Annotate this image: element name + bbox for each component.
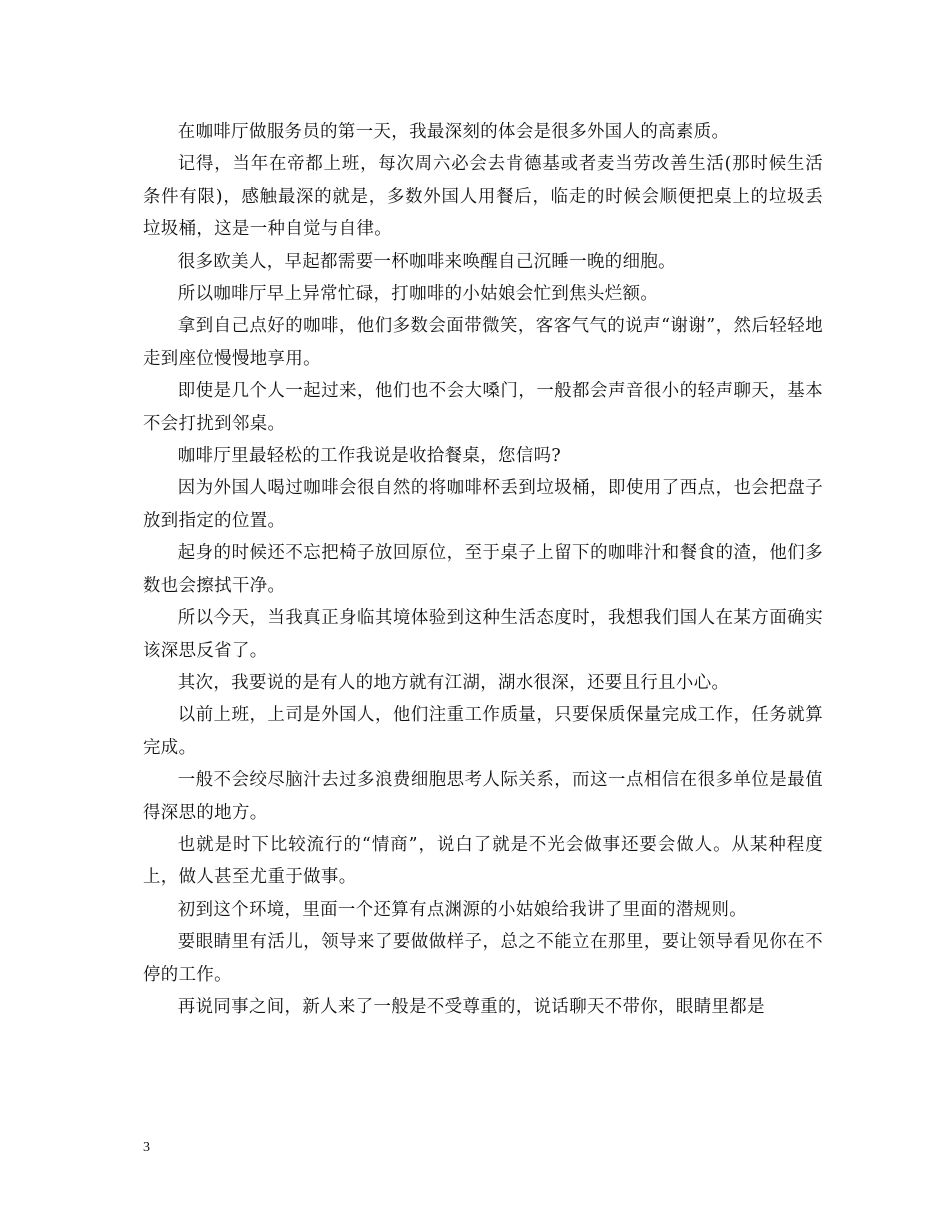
paragraph: 因为外国人喝过咖啡会很自然的将咖啡杯丢到垃圾桶，即使用了西点，也会把盘子放到指定的位置。 [143, 478, 823, 531]
paragraph: 初到这个环境，里面一个还算有点渊源的小姑娘给我讲了里面的潜规则。 [177, 899, 748, 920]
paragraph: 也就是时下比较流行的“情商”，说白了就是不光会做事还要会做人。从某种程度上，做人甚至尤重于做事。 [143, 834, 823, 888]
paragraph: 所以咖啡厅早上异常忙碌，打咖啡的小姑娘会忙到焦头烂额。 [177, 284, 659, 305]
document-body [143, 116, 823, 1023]
paragraph: 在咖啡厅做服务员的第一天，我最深刻的体会是很多外国人的高素质。 [177, 122, 730, 142]
paragraph: 以前上班，上司是外国人，他们注重工作质量，只要保质保量完成工作，任务就算完成。 [143, 705, 823, 758]
paragraph: 所以今天，当我真正身临其境体验到这种生活态度时，我想我们国人在某方面确实该深思反省了。 [143, 608, 823, 661]
paragraph: 其次，我要说的是有人的地方就有江湖，湖水很深，还要且行且小心。 [177, 672, 730, 693]
paragraph: 拿到自己点好的咖啡，他们多数会面带微笑，客客气气的说声“谢谢”，然后轻轻地走到座位慢慢地享用。 [143, 316, 823, 369]
paragraph: 起身的时候还不忘把椅子放回原位，至于桌子上留下的咖啡汁和餐食的渣，他们多数也会擦拭干净。 [143, 543, 823, 596]
paragraph: 即使是几个人一起过来，他们也不会大嗓门，一般都会声音很小的轻声聊天，基本不会打扰到邻桌。 [143, 381, 823, 434]
paragraph: 再说同事之间，新人来了一般是不受尊重的，说话聊天不带你，眼睛里都是 [177, 996, 765, 1017]
page-number: 3 [143, 1140, 150, 1155]
paragraph: 要眼睛里有活儿，领导来了要做做样子，总之不能立在那里，要让领导看见你在不停的工作。 [143, 932, 823, 985]
paragraph: 咖啡厅里最轻松的工作我说是收拾餐桌，您信吗? [177, 446, 562, 467]
paragraph: 一般不会绞尽脑汁去过多浪费细胞思考人际关系，而这一点相信在很多单位是最值得深思的地方。 [143, 770, 823, 823]
paragraph: 记得，当年在帝都上班，每次周六必会去肯德基或者麦当劳改善生活(那时候生活条件有限)，感触最深的就是，多数外国人用餐后，临走的时候会顺便把桌上的垃圾丢垃圾桶，这是一种自觉与自律。 [143, 154, 823, 240]
paragraph: 很多欧美人，早起都需要一杯咖啡来唤醒自己沉睡一晚的细胞。 [177, 251, 676, 272]
